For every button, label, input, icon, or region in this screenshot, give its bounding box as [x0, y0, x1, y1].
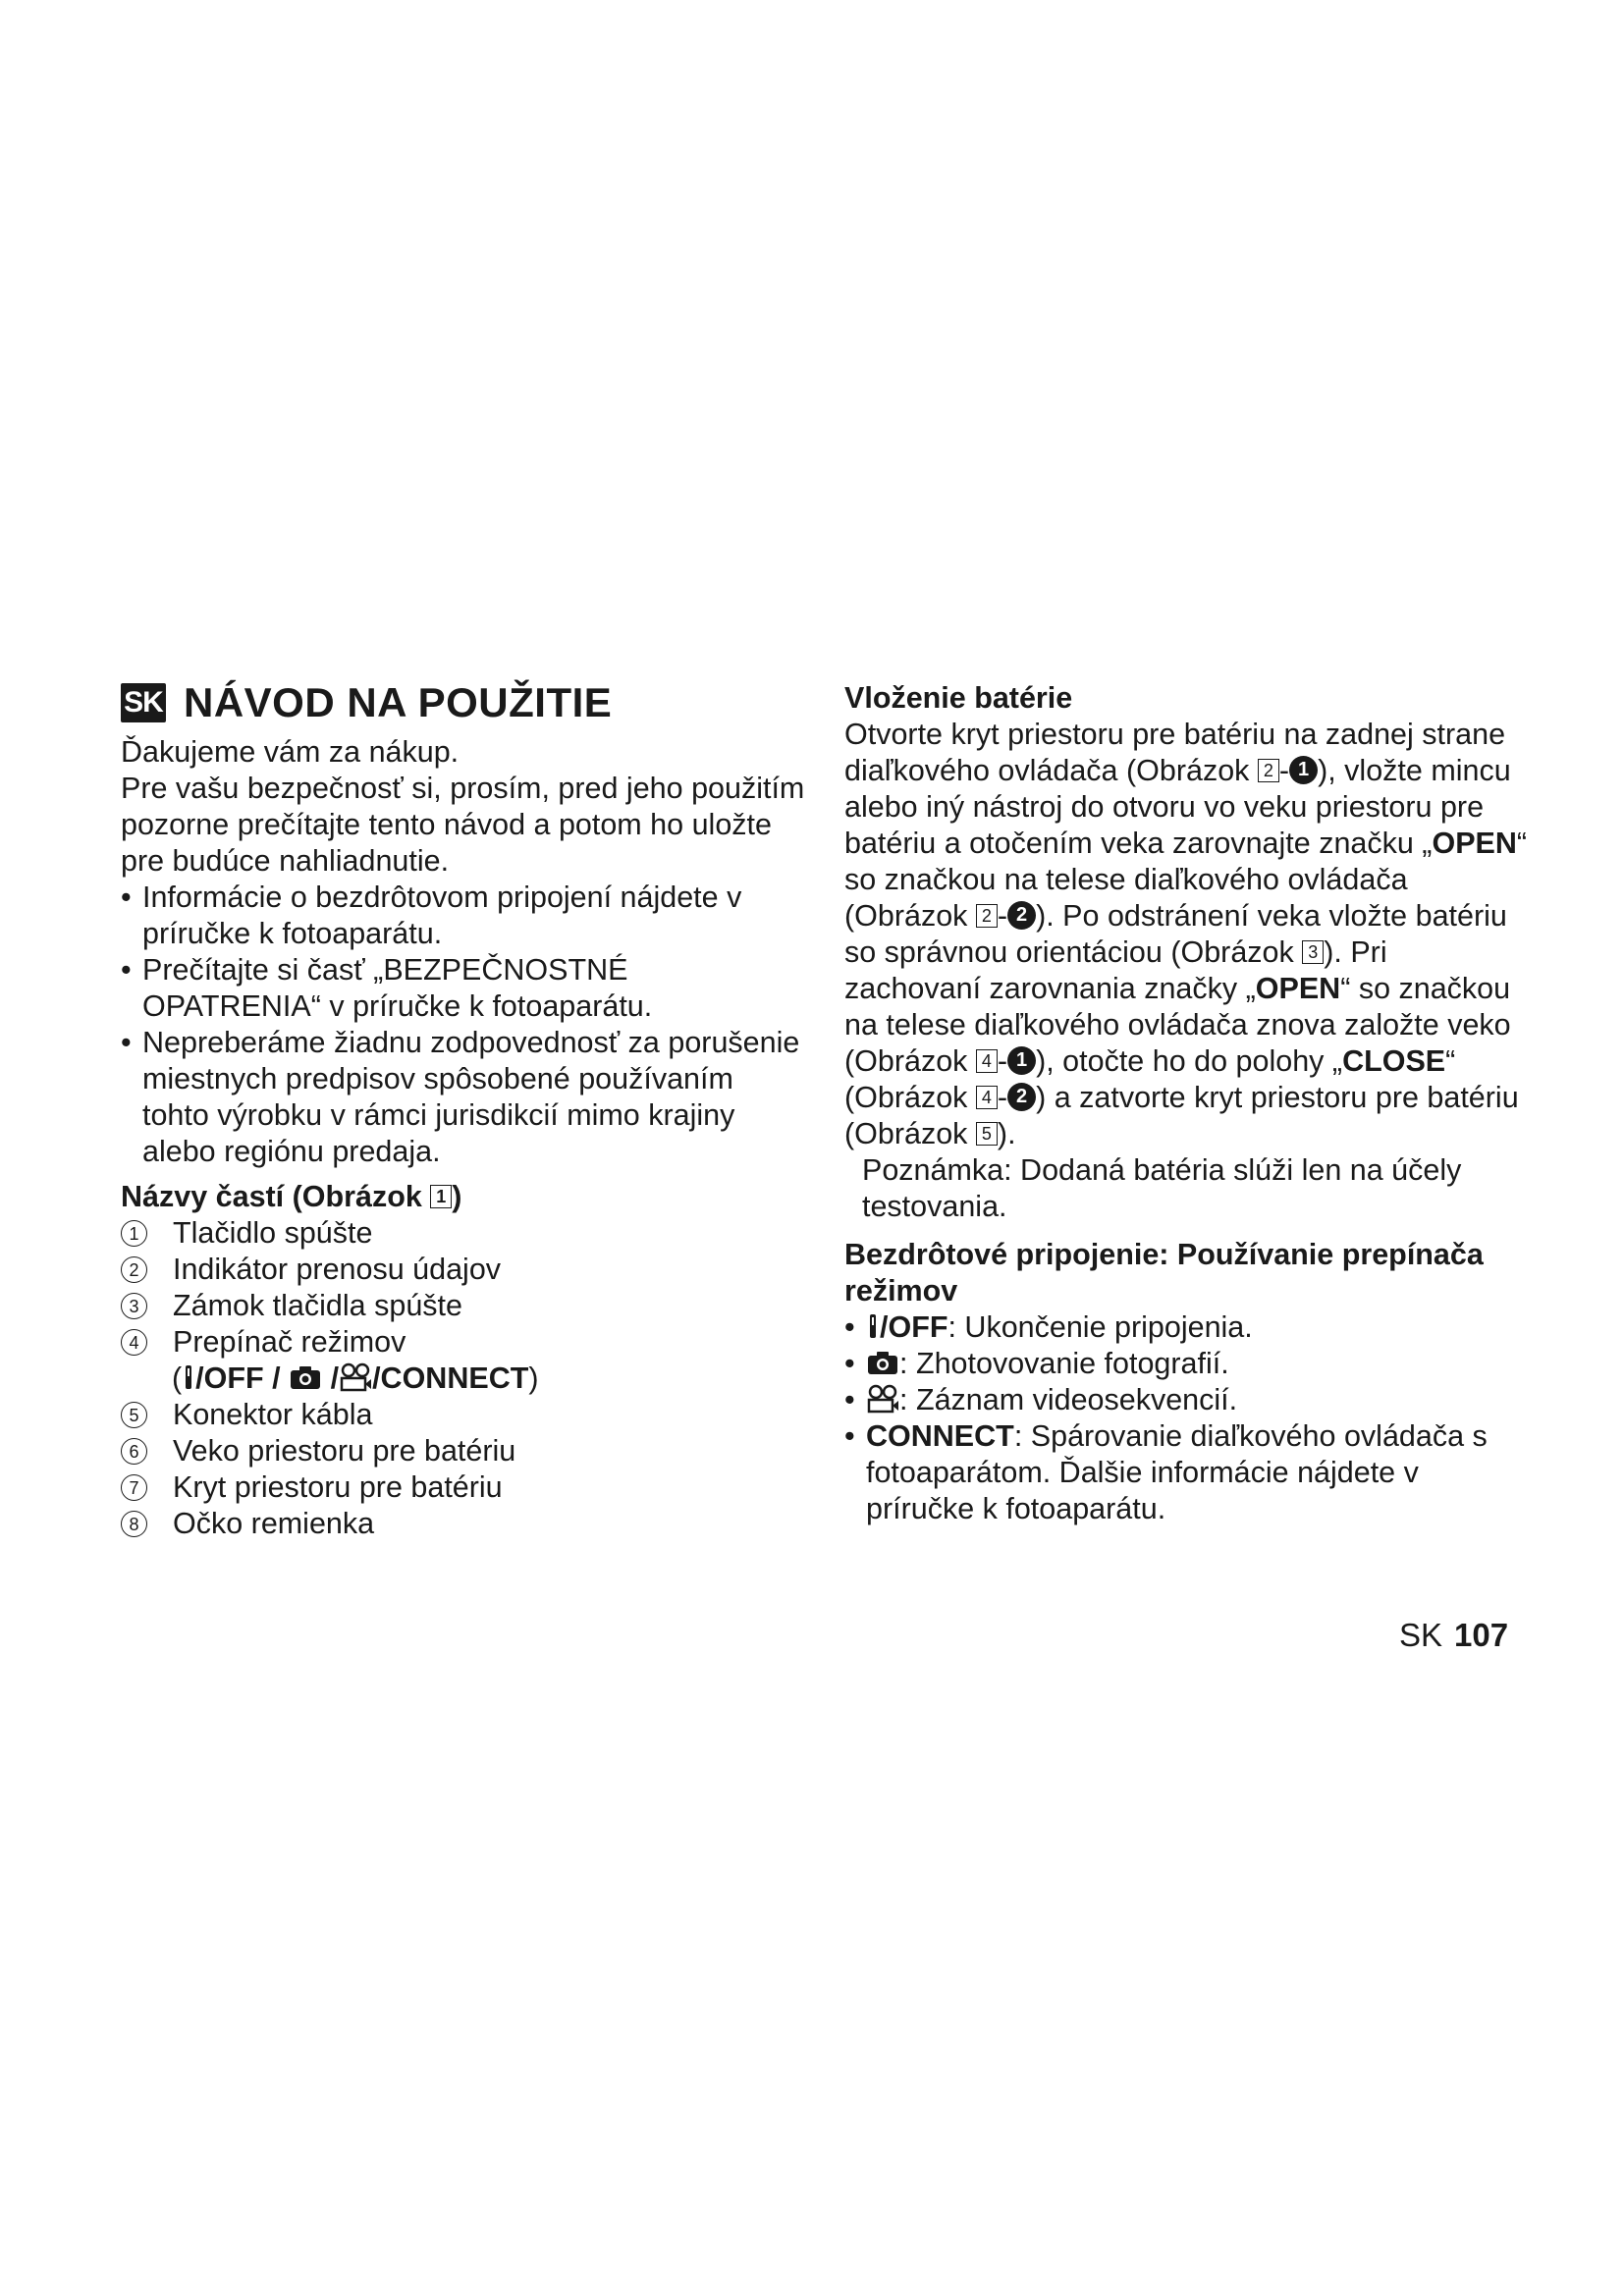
item-number: 6 [121, 1438, 147, 1465]
figure-ref: 2 [1258, 759, 1279, 782]
list-item: 2 Indikátor prenosu údajov [121, 1252, 808, 1288]
power-icon [866, 1312, 880, 1340]
battery-instructions: Otvorte kryt priestoru pre batériu na zadnej strane diaľkového ovládača (Obrázok 2 - 1 ), vložte mincu alebo iný nástroj do otvoru vo veku priestoru pre batériu a otočením veka zarovnajte značku „OPEN“ so značkou na telese diaľkového ovládača (Obrázok 2 - 2 ). Po odstránení veka vložte batériu so správnou orientáciou (Obrázok 3 ). Pri zachovaní zarovnania značky „OPEN“ so značkou na telese diaľkového ovládača znova založte veko (Obrázok 4 - 1 ), otočte ho do polohy „CLOSE“ (Obrázok 4 - 2 ) a zatvorte kryt priestoru pre batériu (Obrázok 5 ). [844, 718, 1528, 1150]
mode-bullet-off: • /OFF: Ukončenie pripojenia. [844, 1310, 1253, 1344]
step-number: 2 [1007, 1083, 1036, 1111]
video-icon [866, 1384, 899, 1414]
step-number: 1 [1007, 1046, 1036, 1075]
intro-bullet: • Nepreberáme žiadnu zodpovednosť za porušenie miestnych predpisov spôsobené používaním tohto výrobku v rámci jurisdikcií mimo krajiny alebo regiónu predaja. [121, 1026, 800, 1168]
step-number: 1 [1289, 756, 1318, 784]
mode-bullet-connect: • CONNECT: Spárovanie diaľkového ovládača s fotoaparátom. Ďalšie informácie nájdete v príručke k fotoaparátu. [844, 1419, 1488, 1525]
figure-ref: 3 [1302, 940, 1324, 964]
item-number: 5 [121, 1402, 147, 1428]
bullet-dot: • [121, 881, 132, 914]
figure-ref: 4 [976, 1086, 998, 1109]
parts-list [121, 1215, 808, 1361]
intro-bullet: • Prečítajte si časť „BEZPEČNOSTNÉ OPATRENIA“ v príručke k fotoaparátu. [121, 953, 653, 1023]
mode-bullet-photo: • : Zhotovovanie fotografií. [844, 1347, 1229, 1380]
wireless-heading: Bezdrôtové pripojenie: Používanie prepínača režimov [844, 1238, 1484, 1308]
parts-heading: Názvy častí (Obrázok 1 ) [121, 1180, 462, 1213]
list-item: 6 Veko priestoru pre batériu [121, 1433, 808, 1469]
page-title [121, 673, 612, 732]
list-item: 8 Očko remienka [121, 1506, 808, 1542]
mode-options: ( /OFF / / /CONNECT) [172, 1362, 539, 1395]
title-text: NÁVOD NA POUŽITIE [184, 679, 613, 725]
page-number [1399, 1616, 1508, 1655]
bullet-dot: • [121, 1026, 132, 1059]
figure-ref: 1 [430, 1185, 452, 1208]
bullet-dot: • [121, 953, 132, 987]
battery-note: Poznámka: Dodaná batéria slúži len na účely testovania. [862, 1153, 1462, 1223]
page-num: 107 [1454, 1617, 1509, 1653]
page-lang: SK [1399, 1617, 1443, 1653]
list-item: 1 Tlačidlo spúšte [121, 1215, 808, 1252]
battery-heading: Vloženie batérie [844, 681, 1073, 715]
item-number: 4 [121, 1329, 147, 1356]
item-number: 3 [121, 1293, 147, 1319]
figure-ref: 5 [976, 1122, 998, 1146]
figure-ref: 4 [976, 1049, 998, 1073]
camera-icon [289, 1363, 322, 1391]
list-item: 5 Konektor kábla [121, 1397, 808, 1433]
power-icon [182, 1363, 195, 1391]
camera-icon [866, 1349, 899, 1376]
right-column [844, 680, 1532, 1527]
intro-bullet: • Informácie o bezdrôtovom pripojení nájdete v príručke k fotoaparátu. [121, 881, 742, 950]
item-number: 8 [121, 1511, 147, 1537]
language-badge-icon: SK [121, 683, 166, 722]
parts-list [121, 1397, 808, 1542]
item-number: 7 [121, 1474, 147, 1501]
list-item: 4 Prepínač režimov [121, 1324, 808, 1361]
left-column [121, 734, 808, 1542]
item-number: 1 [121, 1220, 147, 1247]
video-icon [339, 1362, 372, 1392]
list-item: 3 Zámok tlačidla spúšte [121, 1288, 808, 1324]
mode-bullet-video: • : Záznam videosekvencií. [844, 1383, 1238, 1416]
intro-safety: Pre vašu bezpečnosť si, prosím, pred jeho použitím pozorne prečítajte tento návod a potom ho uložte pre budúce nahliadnutie. [121, 772, 805, 878]
figure-ref: 2 [976, 904, 998, 928]
list-item: 7 Kryt priestoru pre batériu [121, 1469, 808, 1506]
step-number: 2 [1007, 901, 1036, 930]
intro-thanks: Ďakujeme vám za nákup. [121, 735, 460, 769]
item-number: 2 [121, 1256, 147, 1283]
